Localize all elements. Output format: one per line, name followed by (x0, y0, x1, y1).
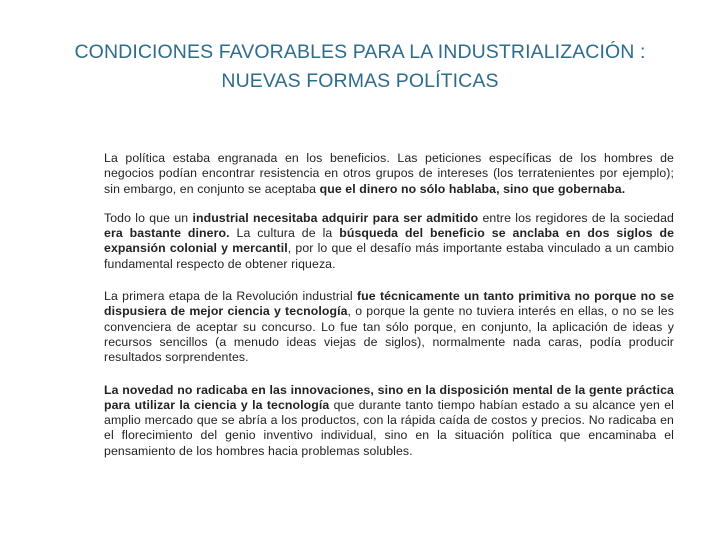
paragraph-2-emphasis: búsqueda del beneficio se anclaba en dos siglos de expansión colonial y mercantil (104, 226, 675, 256)
paragraph-4-text: que durante tanto tiempo habían estado a su alcance yen el amplio mercado que se abría a los productos, con la rápida caída de costos y precios. No radicaba en el florecimiento del genio inventivo individual, sino en la situación política que encaminaba el pensamiento de los hombres hacia problemas solubles. (104, 397, 674, 458)
paragraph-4 (104, 383, 674, 459)
paragraph-3-text: La primera etapa de la Revolución industrial (104, 289, 357, 304)
paragraph-2-emphasis: industrial necesitaba adquirir para ser admitido (192, 210, 479, 225)
paragraph-3 (104, 289, 674, 365)
paragraph-2-text: entre los regidores de la sociedad (478, 210, 674, 225)
title-line-1: CONDICIONES FAVORABLES PARA LA INDUSTRIALIZACIÓN : (74, 41, 646, 63)
paragraph-2-text: Todo lo que un (104, 210, 193, 225)
paragraph-1 (104, 151, 674, 197)
paragraph-3-text: , o porque la gente no tuviera interés en ellas, o no se les convenciera de aceptar su concurso. Lo fue tan sólo porque, en conjunto, la aplicación de ideas y recursos sencillos (a menudo ideas viejas de siglos), normalmente nada caras, podía producir resultados sorprendentes. (104, 304, 674, 365)
slide-body (104, 151, 674, 473)
paragraph-4-emphasis: La novedad no radicaba en las innovaciones, sino en la disposición mental de la gente práctica para utilizar la ciencia y la tecnología (104, 382, 674, 412)
slide-title (40, 38, 680, 96)
paragraph-2-text: La cultura de la (229, 226, 340, 241)
paragraph-1-emphasis: que el dinero no sólo hablaba, sino que gobernaba. (319, 181, 626, 196)
paragraph-2-text: , por lo que el desafío más importante estaba vinculado a un cambio fundamental respecto de obtener riqueza. (104, 241, 675, 271)
paragraph-2-emphasis: era bastante dinero. (104, 226, 230, 241)
paragraph-1-text: La política estaba engranada en los beneficios. Las peticiones específicas de los hombres de negocios podían encontrar resistencia en otros grupos de intereses (los terratenientes por ejemplo); sin embargo, en conjunto se aceptaba (104, 151, 674, 196)
paragraph-2 (104, 211, 674, 272)
title-line-2: NUEVAS FORMAS POLÍTICAS (221, 70, 499, 92)
paragraph-3-emphasis: fue técnicamente un tanto primitiva no porque no se dispusiera de mejor ciencia y tecnología (104, 289, 675, 319)
